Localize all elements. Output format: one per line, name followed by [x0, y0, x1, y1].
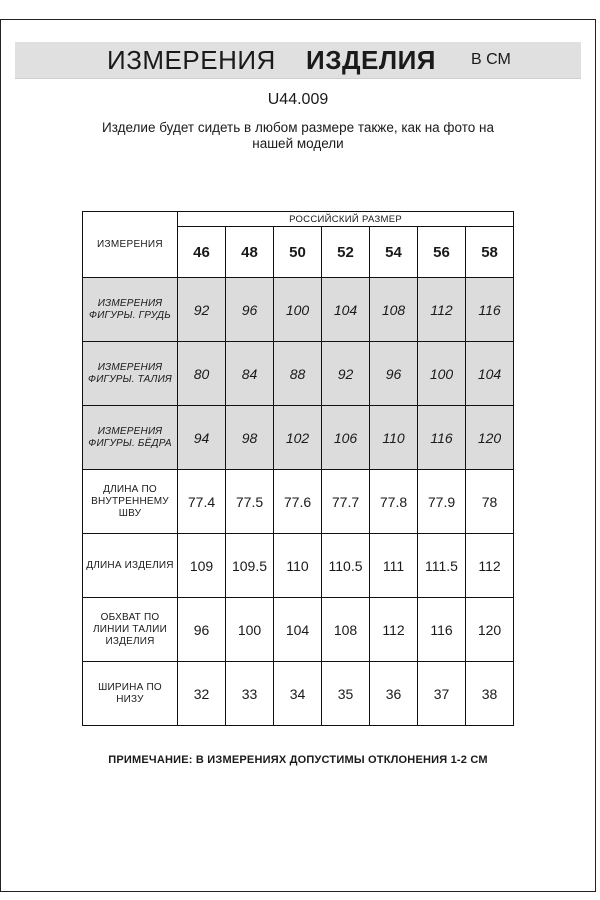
row-label: ДЛИНА ПО ВНУТРЕННЕМУ ШВУ — [83, 470, 178, 534]
table-cell: 110 — [274, 534, 322, 598]
table-cell: 116 — [418, 406, 466, 470]
table-cell: 98 — [226, 406, 274, 470]
table-row — [83, 534, 514, 598]
table-cell: 32 — [178, 662, 226, 726]
row-label: ДЛИНА ИЗДЕЛИЯ — [83, 534, 178, 598]
table-cell: 116 — [418, 598, 466, 662]
table-cell: 92 — [322, 342, 370, 406]
table-cell: 80 — [178, 342, 226, 406]
table-cell: 77.6 — [274, 470, 322, 534]
row-label: ШИРИНА ПО НИЗУ — [83, 662, 178, 726]
size-group-label: РОССИЙСКИЙ РАЗМЕР — [178, 212, 514, 227]
size-header-cell: 52 — [322, 227, 370, 278]
table-row — [83, 470, 514, 534]
title-unit: В СМ — [471, 51, 511, 68]
title-measurements: ИЗМЕРЕНИЯ — [107, 45, 276, 75]
size-header-cell: 54 — [370, 227, 418, 278]
article-number: U44.009 — [267, 91, 329, 108]
table-cell: 104 — [322, 278, 370, 342]
table-cell: 120 — [466, 598, 514, 662]
table-cell: 110.5 — [322, 534, 370, 598]
row-label: ИЗМЕРЕНИЯ ФИГУРЫ. ТАЛИЯ — [83, 342, 178, 406]
table-cell: 116 — [466, 278, 514, 342]
table-cell: 120 — [466, 406, 514, 470]
table-header-row — [83, 212, 514, 227]
tolerance-note: ПРИМЕЧАНИЕ: В ИЗМЕРЕНИЯХ ДОПУСТИМЫ ОТКЛОНЕНИЯ 1-2 СМ — [108, 754, 488, 766]
size-header-cell: 46 — [178, 227, 226, 278]
table-cell: 104 — [274, 598, 322, 662]
size-header-cell: 56 — [418, 227, 466, 278]
table-cell: 77.4 — [178, 470, 226, 534]
table-cell: 35 — [322, 662, 370, 726]
table-cell: 96 — [370, 342, 418, 406]
table-cell: 77.7 — [322, 470, 370, 534]
row-label: ИЗМЕРЕНИЯ ФИГУРЫ. БЁДРА — [83, 406, 178, 470]
corner-label: ИЗМЕРЕНИЯ — [83, 212, 178, 278]
table-cell: 109.5 — [226, 534, 274, 598]
table-cell: 78 — [466, 470, 514, 534]
table-cell: 94 — [178, 406, 226, 470]
fit-description: Изделие будет сидеть в любом размере также, как на фото на нашей модели — [102, 120, 494, 151]
table-cell: 112 — [370, 598, 418, 662]
row-label: ИЗМЕРЕНИЯ ФИГУРЫ. ГРУДЬ — [83, 278, 178, 342]
table-cell: 106 — [322, 406, 370, 470]
table-cell: 96 — [178, 598, 226, 662]
size-header-cell: 58 — [466, 227, 514, 278]
table-cell: 77.5 — [226, 470, 274, 534]
table-row — [83, 406, 514, 470]
table-cell: 108 — [322, 598, 370, 662]
table-cell: 112 — [418, 278, 466, 342]
size-header-cell: 50 — [274, 227, 322, 278]
table-cell: 84 — [226, 342, 274, 406]
table-cell: 36 — [370, 662, 418, 726]
table-cell: 111 — [370, 534, 418, 598]
table-cell: 38 — [466, 662, 514, 726]
table-cell: 77.9 — [418, 470, 466, 534]
table-cell: 104 — [466, 342, 514, 406]
table-cell: 110 — [370, 406, 418, 470]
size-chart-table — [82, 211, 514, 726]
table-cell: 108 — [370, 278, 418, 342]
table-cell: 96 — [226, 278, 274, 342]
table-cell: 112 — [466, 534, 514, 598]
table-row — [83, 342, 514, 406]
table-row — [83, 598, 514, 662]
table-cell: 100 — [226, 598, 274, 662]
table-cell: 100 — [418, 342, 466, 406]
table-cell: 34 — [274, 662, 322, 726]
size-header-cell: 48 — [226, 227, 274, 278]
table-cell: 92 — [178, 278, 226, 342]
table-cell: 33 — [226, 662, 274, 726]
table-cell: 100 — [274, 278, 322, 342]
table-cell: 88 — [274, 342, 322, 406]
table-row — [83, 662, 514, 726]
table-cell: 102 — [274, 406, 322, 470]
table-cell: 111.5 — [418, 534, 466, 598]
row-label: ОБХВАТ ПО ЛИНИИ ТАЛИИ ИЗДЕЛИЯ — [83, 598, 178, 662]
table-cell: 77.8 — [370, 470, 418, 534]
title-product: ИЗДЕЛИЯ — [306, 45, 436, 75]
table-row — [83, 278, 514, 342]
table-cell: 37 — [418, 662, 466, 726]
table-cell: 109 — [178, 534, 226, 598]
title-bar — [15, 42, 581, 79]
